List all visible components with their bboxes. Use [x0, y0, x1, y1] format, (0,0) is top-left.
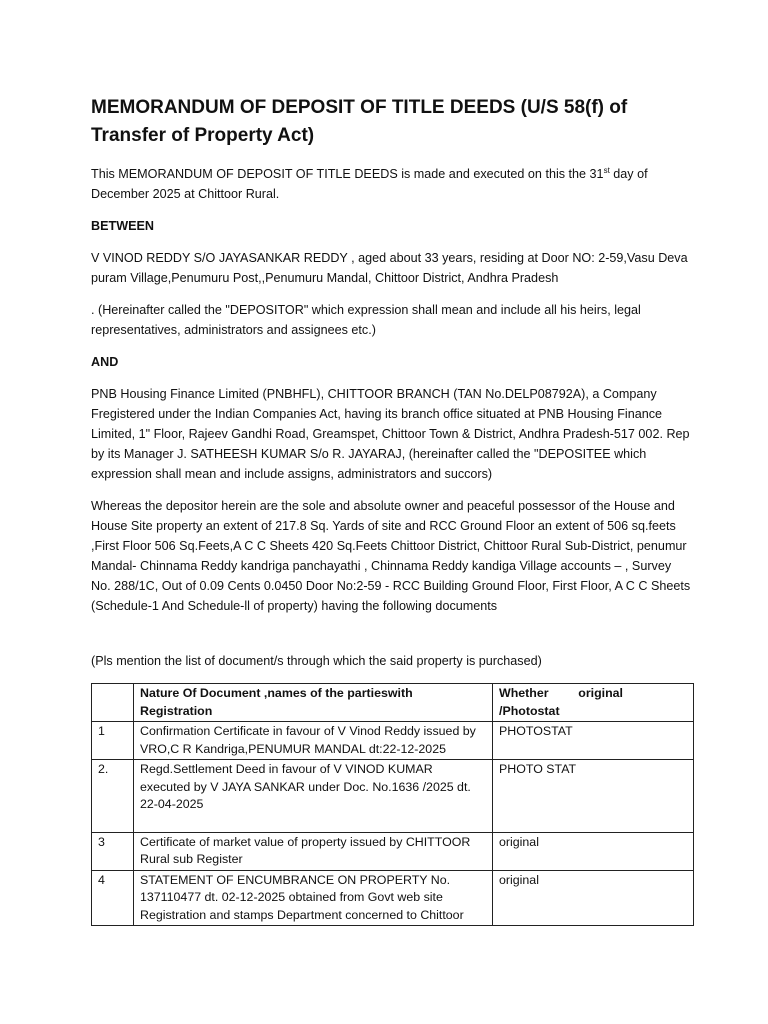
- table-row: [92, 760, 694, 833]
- intro-text-end: day of December 2025 at Chittoor Rural.: [91, 167, 648, 201]
- row-status: PHOTOSTAT: [493, 722, 694, 760]
- intro-paragraph: [91, 164, 693, 204]
- between-heading: BETWEEN: [91, 219, 154, 233]
- row-number: 2.: [92, 760, 134, 833]
- and-heading: AND: [91, 355, 119, 369]
- row-number: 3: [92, 832, 134, 870]
- intro-date-suffix: st: [603, 165, 610, 175]
- header-serial: [92, 684, 134, 722]
- intro-text-start: This MEMORANDUM OF DEPOSIT OF TITLE DEEDS is made and executed on this the 31: [91, 167, 604, 181]
- row-document-text: Regd.Settlement Deed in favour of V VINOD KUMAR executed by V JAYA SANKAR under Doc. No.1636 /2025 dt. 22-04-2025: [140, 762, 471, 811]
- documents-table: [91, 683, 694, 926]
- header-status-word-a: Whether: [499, 686, 549, 700]
- header-original-photostat: [493, 684, 694, 722]
- row-number: 4: [92, 870, 134, 926]
- spacer: [91, 628, 693, 651]
- header-status-word-b: original: [578, 686, 623, 700]
- header-nature-of-document: Nature Of Document ,names of the partieswith Registration: [134, 684, 493, 722]
- depositor-paragraph: V VINOD REDDY S/O JAYASANKAR REDDY , aged about 33 years, residing at Door NO: 2-59,Vasu Deva puram Village,Penumuru Post,,Penumuru Mandal, Chittoor District, Andhra Pradesh: [91, 251, 688, 285]
- header-status-word-c: /Photostat: [499, 703, 560, 718]
- table-header-row: [92, 684, 694, 722]
- row-document: Confirmation Certificate in favour of V Vinod Reddy issued by VRO,C R Kandriga,PENUMUR MANDAL dt:22-12-2025: [134, 722, 493, 760]
- row-document: [134, 760, 493, 833]
- table-row: [92, 832, 694, 870]
- depositee-paragraph: PNB Housing Finance Limited (PNBHFL), CHITTOOR BRANCH (TAN No.DELP08792A), a Company Fregistered under the Indian Companies Act, having its branch office situated at PNB Housing Finance Limited, 1" Floor, Rajeev Gandhi Road, Greamspet, Chittoor Town & District, Andhra Pradesh-517 002. Rep by its Manager J. SATHEESH KUMAR S/o R. JAYARAJ, (hereinafter called the "DEPOSITEE which expression shall mean and include assigns, administrators and succors): [91, 387, 690, 481]
- row-number: 1: [92, 722, 134, 760]
- row-status: original: [493, 870, 694, 926]
- table-row: [92, 722, 694, 760]
- row-status: PHOTO STAT: [493, 760, 694, 833]
- documents-note: (Pls mention the list of document/s through which the said property is purchased): [91, 654, 542, 668]
- whereas-paragraph: Whereas the depositor herein are the sole and absolute owner and peaceful possessor of the House and House Site property an extent of 217.8 Sq. Yards of site and RCC Ground Floor an extent of 506 sq.feets ,First Floor 506 Sq.Feets,A C C Sheets 420 Sq.Feets Chittoor District, Chittoor Rural Sub-District, penumur Mandal- Chinnama Reddy kandriga panchayathi , Chinnama Reddy kandiga Village accounts – , Survey No. 288/1C, Out of 0.09 Cents 0.0450 Door No:2-59 - RCC Building Ground Floor, First Floor, A C C Sheets (Schedule-1 And Schedule-ll of property) having the following documents: [91, 499, 691, 613]
- header-status-line: [499, 685, 687, 703]
- document-body: [91, 94, 693, 926]
- row-document: Certificate of market value of property issued by CHITTOOR Rural sub Register: [134, 832, 493, 870]
- row-document: STATEMENT OF ENCUMBRANCE ON PROPERTY No. 137110477 dt. 02-12-2025 obtained from Govt web site Registration and stamps Department concerned to Chittoor: [134, 870, 493, 926]
- document-title: MEMORANDUM OF DEPOSIT OF TITLE DEEDS (U/S 58(f) of Transfer of Property Act): [91, 97, 628, 146]
- table-row: [92, 870, 694, 926]
- row-status: original: [493, 832, 694, 870]
- depositor-clause: . (Hereinafter called the "DEPOSITOR" which expression shall mean and include all his heirs, legal representatives, administrators and assignees etc.): [91, 303, 641, 337]
